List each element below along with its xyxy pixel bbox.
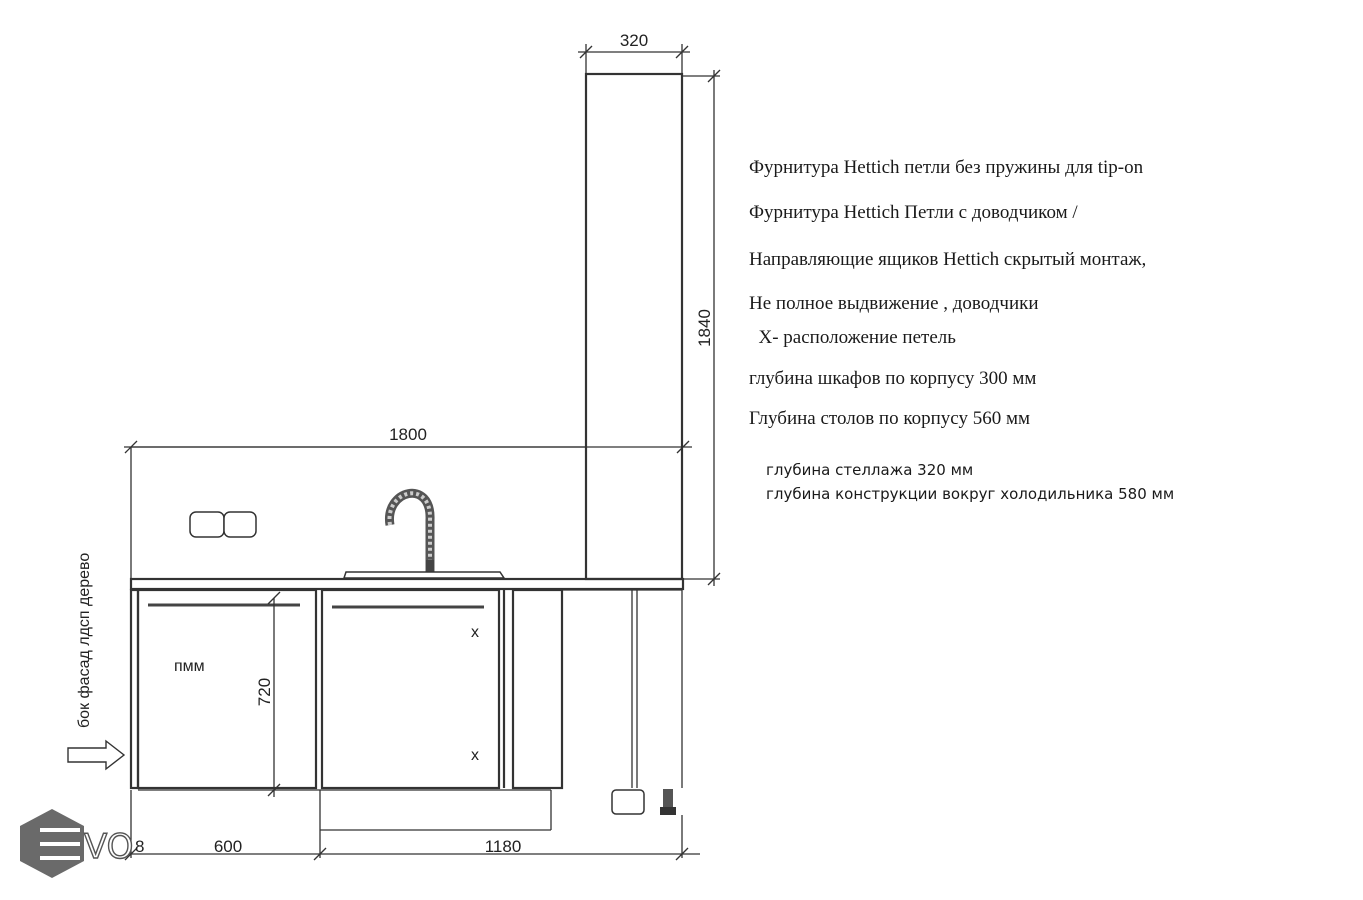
base-cabinets: [131, 590, 682, 830]
note-hinge-position: X- расположение петель: [749, 327, 956, 348]
note-partial-extension: Не полное выдвижение , доводчики: [749, 293, 1039, 314]
dim-cabinet-height: [255, 592, 280, 797]
faucet-icon: [389, 493, 434, 574]
socket-icon: [190, 512, 256, 537]
sink: [344, 572, 504, 578]
dim-label-1840: 1840: [695, 309, 714, 347]
tall-column: [586, 74, 682, 579]
adjustable-leg-icon: [660, 789, 676, 815]
note-table-depth: Глубина столов по корпусу 560 мм: [749, 408, 1030, 429]
dim-label-1180: 1180: [484, 837, 522, 856]
plinth-foot: [612, 790, 644, 814]
note-hinges-closer: Фурнитура Hettich Петли с доводчиком /: [749, 202, 1078, 223]
worktop: [131, 579, 683, 589]
hinge-mark-top: x: [471, 624, 479, 641]
note-drawer-runners: Направляющие ящиков Hettich скрытый монтаж,: [749, 249, 1147, 270]
side-facade-note: бок фасад лдсп дерево: [76, 552, 93, 728]
dim-label-720: 720: [255, 677, 274, 707]
note-fridge-depth: глубина конструкции вокруг холодильника 580 мм: [766, 485, 1175, 503]
dim-label-600: 600: [213, 837, 243, 856]
dim-label-1800: 1800: [389, 425, 427, 444]
logo-text: VO: [84, 827, 134, 867]
dim-label-320: 320: [619, 31, 649, 50]
note-shelf-depth: глубина стеллажа 320 мм: [766, 461, 974, 479]
dim-column-width: [578, 31, 690, 74]
dishwasher-label: пмм: [174, 658, 205, 675]
dim-label-8: 8: [135, 837, 145, 856]
note-cabinet-depth: глубина шкафов по корпусу 300 мм: [749, 368, 1037, 389]
dim-column-height: [682, 70, 720, 586]
side-arrow-icon: [68, 741, 124, 769]
dim-total-width: [124, 425, 692, 456]
hinge-mark-bottom: x: [471, 747, 479, 764]
note-hinges-tipon: Фурнитура Hettich петли без пружины для tip-on: [749, 157, 1144, 178]
logo: [20, 809, 144, 878]
dishwasher-door: [138, 590, 316, 788]
